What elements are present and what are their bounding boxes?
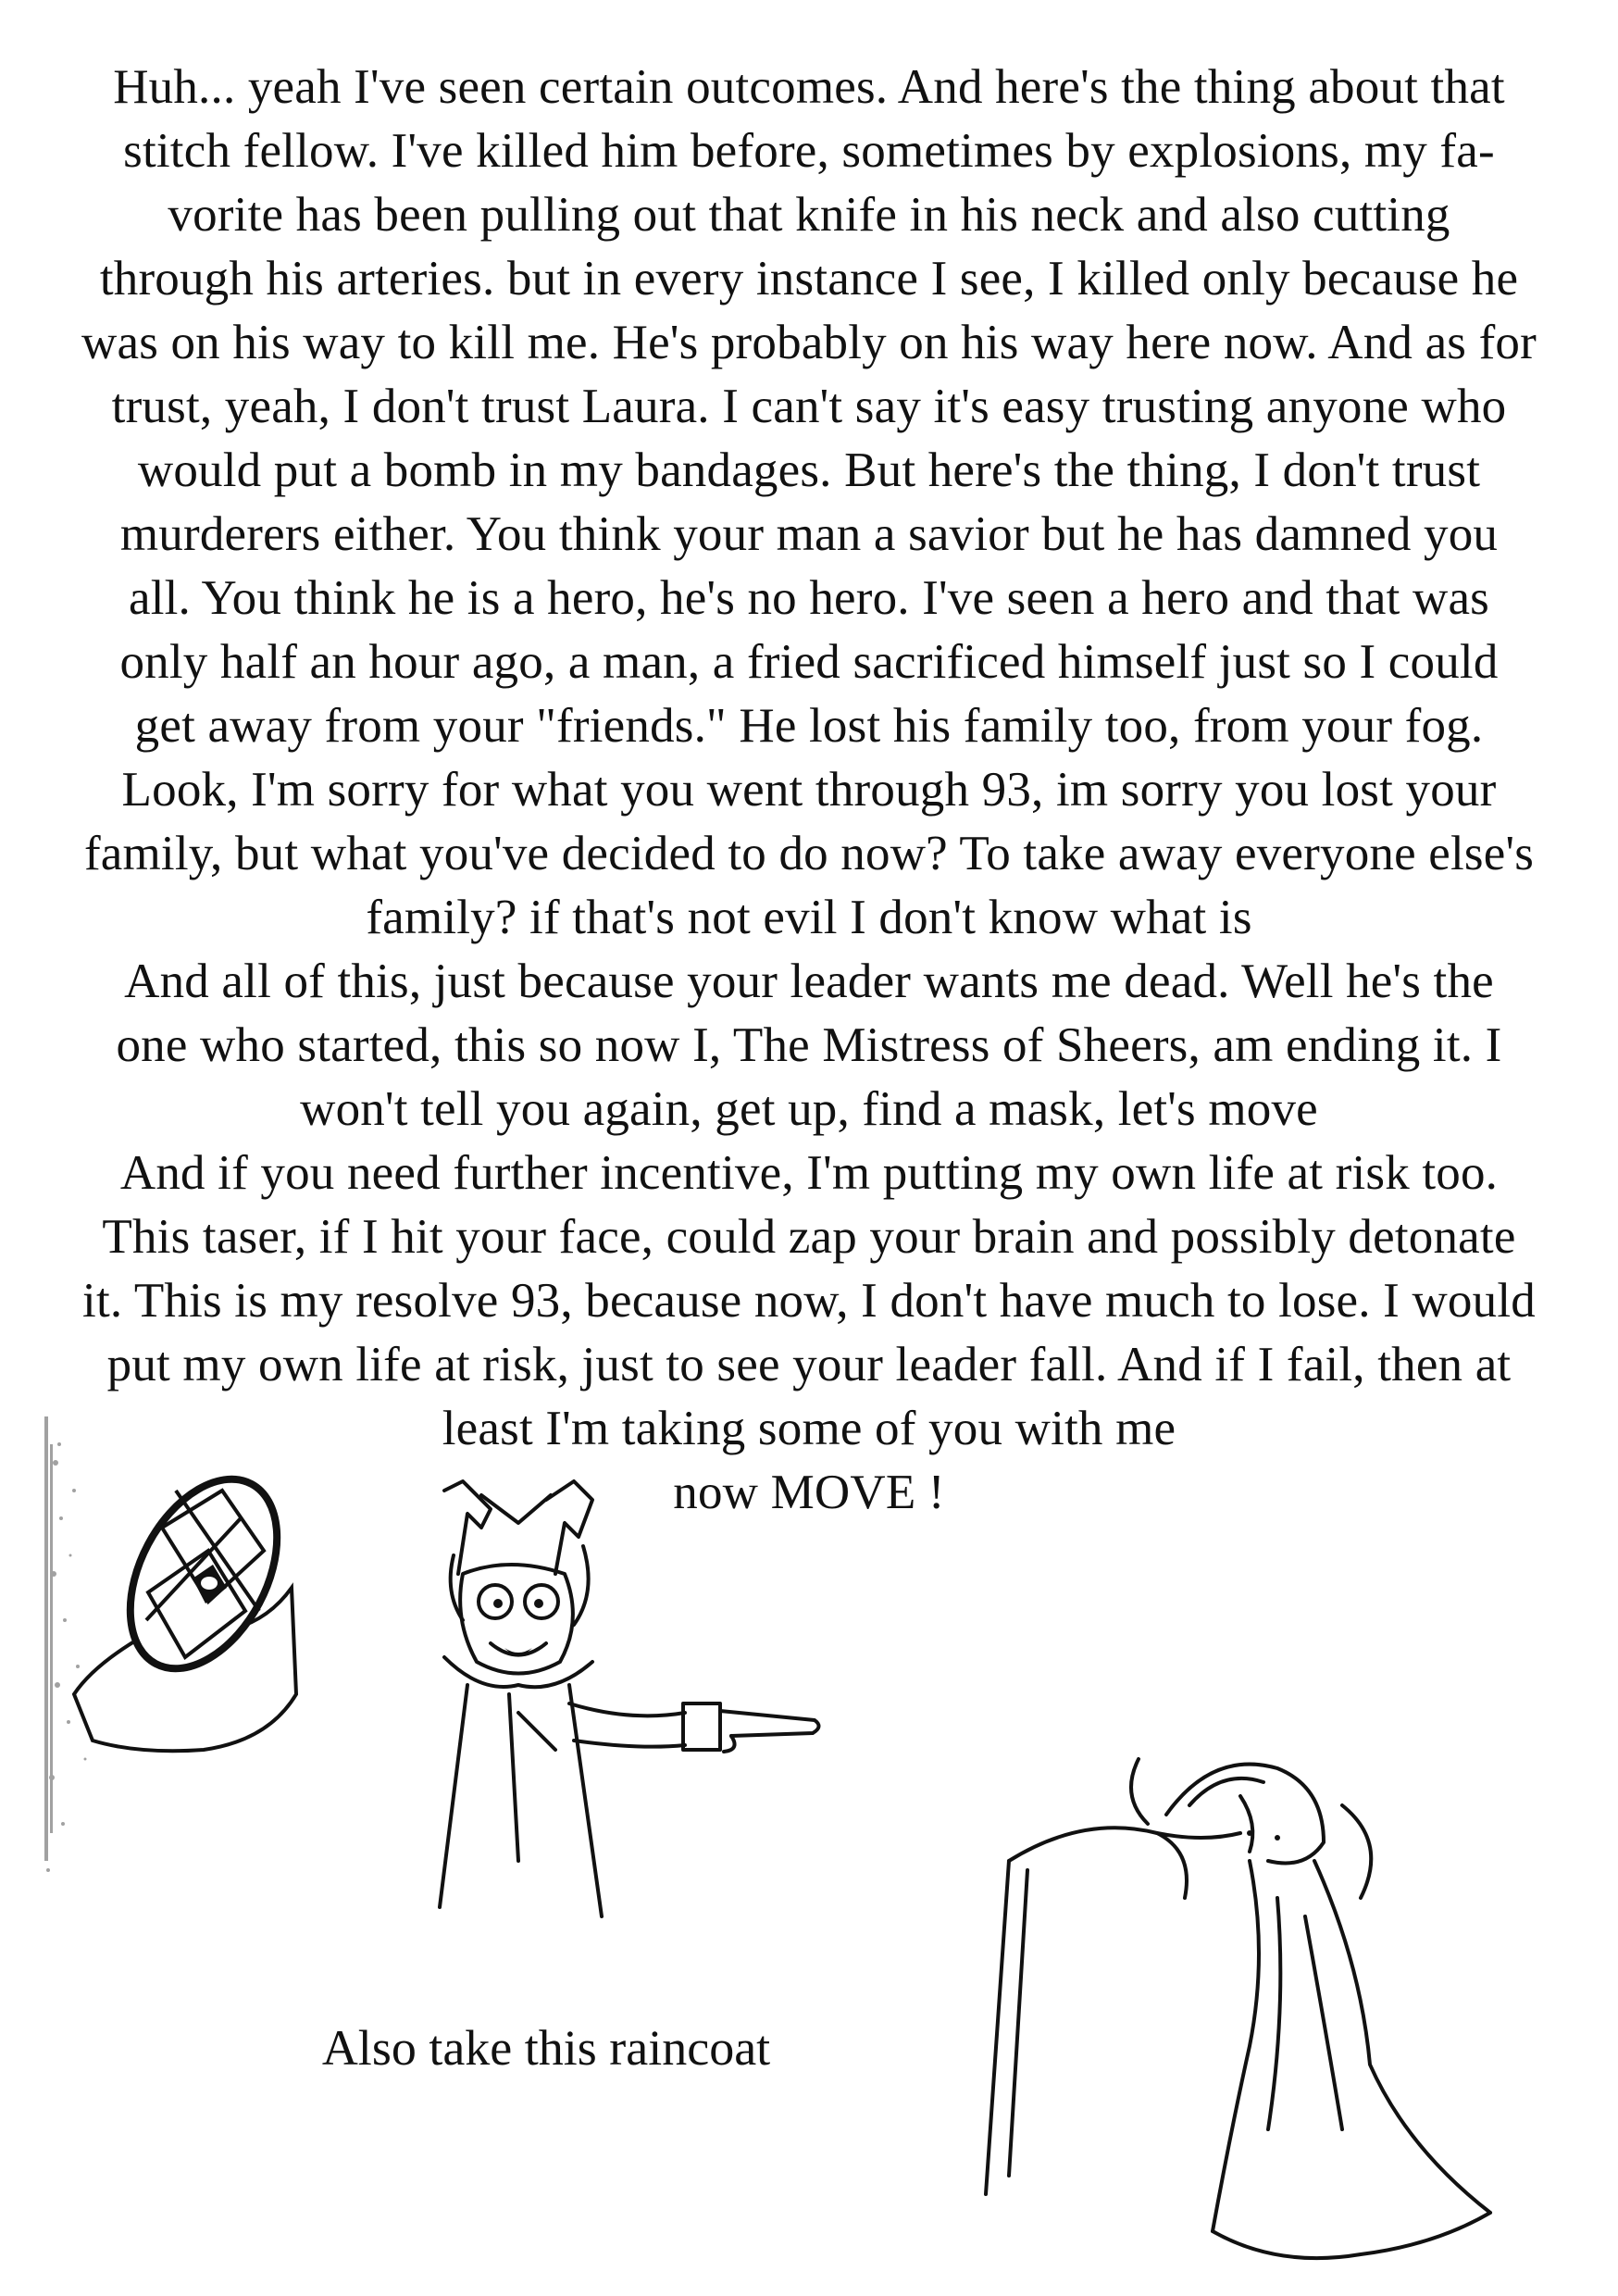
dialogue-line: was on his way to kill me. He's probably on his way here now. And as for	[81, 316, 1537, 369]
pointing-character-sketch	[389, 1472, 870, 1972]
dialogue-line: vorite has been pulling out that knife in his neck and also cutting	[168, 188, 1450, 242]
dialogue-line: one who started, this so now I, The Mistress of Sheers, am ending it. I	[116, 1018, 1502, 1072]
dialogue-line: only half an hour ago, a man, a fried sacrificed himself just so I could	[119, 635, 1499, 689]
dialogue-line: through his arteries. but in every instance I see, I killed only because he	[99, 252, 1519, 306]
dialogue-line: least I'm taking some of you with me	[442, 1402, 1176, 1455]
dialogue-line: family, but what you've decided to do now? To take away everyone else's	[83, 827, 1535, 880]
dialogue-line: Huh... yeah I've seen certain outcomes. And here's the thing about that	[113, 60, 1505, 114]
dialogue-text	[37, 56, 1581, 1525]
dialogue-line: murderers either. You think your man a savior but he has damned you	[119, 507, 1499, 561]
cloaked-figure-sketch	[972, 1713, 1546, 2277]
dialogue-line: Look, I'm sorry for what you went through 93, im sorry you lost your	[121, 763, 1497, 817]
dialogue-line: trust, yeah, I don't trust Laura. I can't say it's easy trusting anyone who	[111, 380, 1507, 433]
dialogue-line: And if you need further incentive, I'm putting my own life at risk too.	[119, 1146, 1499, 1200]
dialogue-line-final: now MOVE !	[673, 1466, 945, 1519]
dialogue-line: won't tell you again, get up, find a mask, let's move	[300, 1082, 1318, 1136]
masked-figure-drawing	[37, 1389, 315, 1907]
dialogue-line: get away from your "friends." He lost his family too, from your fog.	[134, 699, 1484, 753]
dialogue-line: family? if that's not evil I don't know what is	[366, 891, 1252, 944]
dialogue-line: stitch fellow. I've killed him before, sometimes by explosions, my fa-	[123, 124, 1495, 178]
dialogue-line: all. You think he is a hero, he's no hero. I've seen a hero and that was	[128, 571, 1490, 625]
dialogue-line: it. This is my resolve 93, because now, I don't have much to lose. I would	[82, 1274, 1536, 1328]
dialogue-line: And all of this, just because your leader wants me dead. Well he's the	[124, 955, 1494, 1008]
dialogue-line: put my own life at risk, just to see your leader fall. And if I fail, then at	[106, 1338, 1512, 1391]
dialogue-line: would put a bomb in my bandages. But here's the thing, I don't trust	[137, 443, 1481, 497]
cloaked-figure-drawing	[972, 1713, 1546, 2277]
masked-figure-sketch	[37, 1389, 315, 1907]
pointing-character-drawing	[389, 1472, 870, 1972]
dialogue-line: This taser, if I hit your face, could zap your brain and possibly detonate	[102, 1210, 1516, 1264]
raincoat-caption: Also take this raincoat	[321, 2020, 771, 2076]
